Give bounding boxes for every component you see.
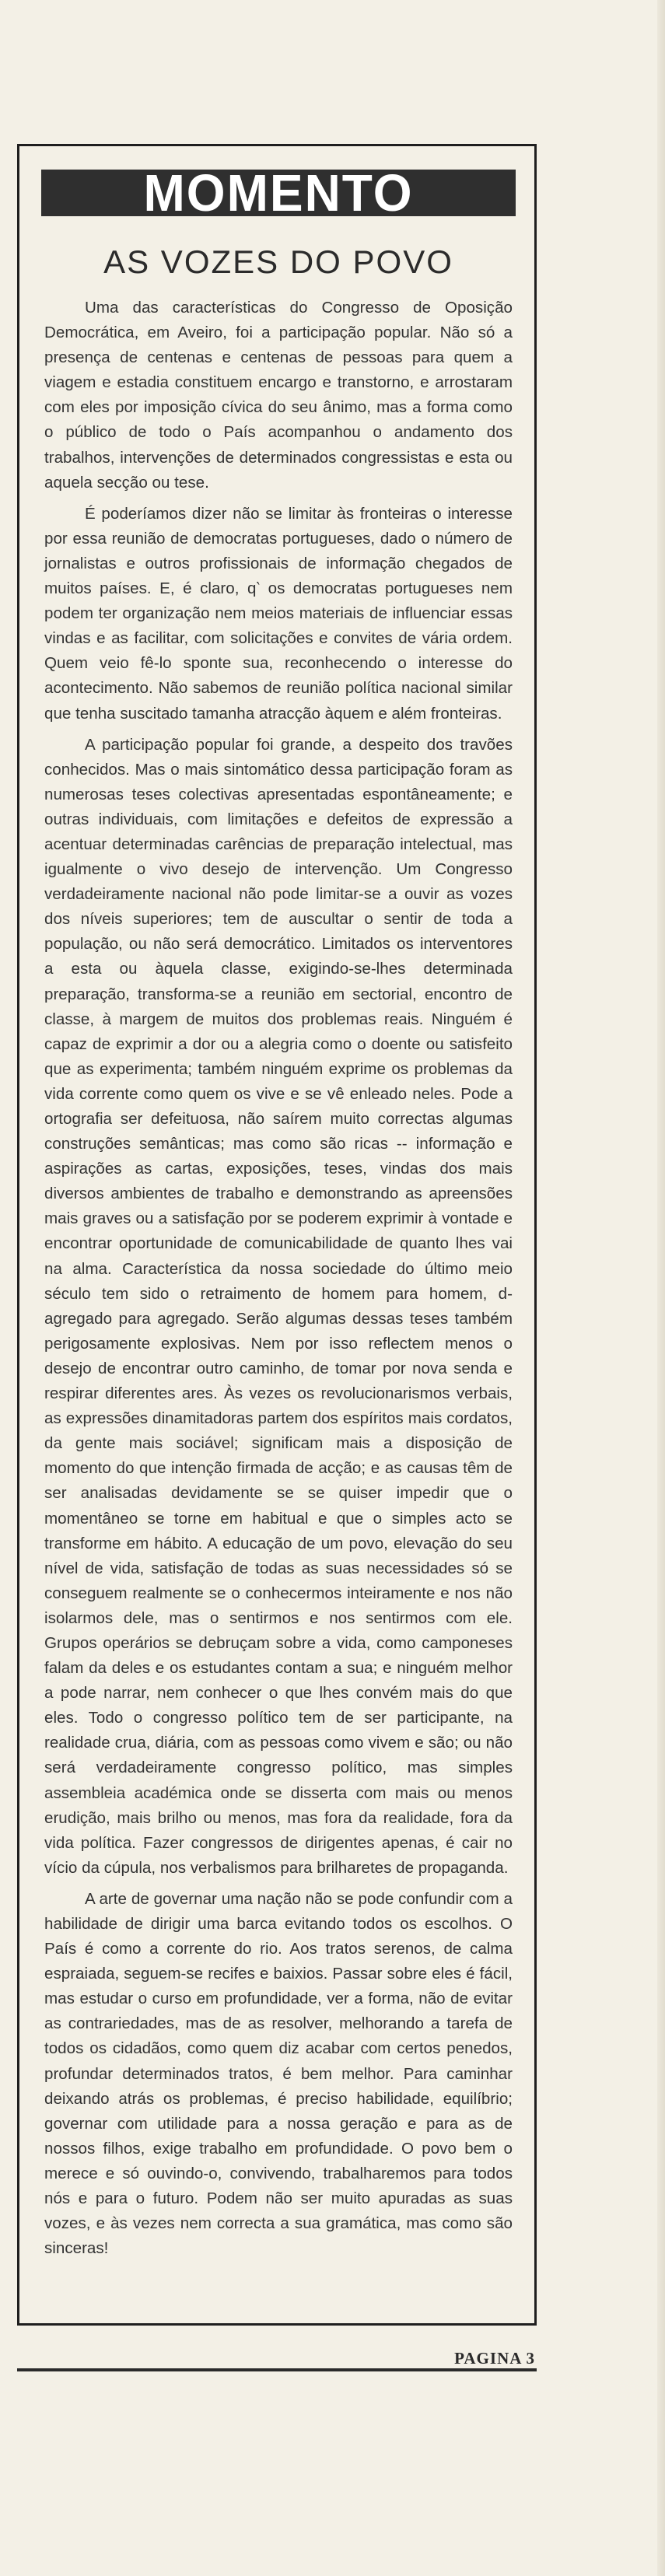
article-title: AS VOZES DO POVO: [103, 243, 453, 280]
article-paragraph: Uma das características do Congresso de Oposição Democrática, em Aveiro, foi a participação popular. Não só a presença de centenas e centenas de pessoas para quem a viagem e estadia constituem encargo e transtorno, e arrostaram com eles por imposição cívica do seu ânimo, mas a forma como o público de todo o País acompanhou o andamento dos trabalhos, intervenções de determinados congressistas e esta ou aquela secção ou tese.: [44, 299, 513, 492]
article-body: [44, 296, 513, 2261]
footer-rule: [17, 2368, 537, 2371]
paper-edge: [657, 0, 665, 2576]
article-paragraph: A arte de governar uma nação não se pode confundir com a habilidade de dirigir uma barca evitando todos os escolhos. O País é como a corrente do rio. Aos tratos serenos, de calma espraiada, seguem-se recifes e baixios. Passar sobre eles é fácil, mas estudar o curso em profundidade, ver a forma, não de evitar as contrariedades, mas de as resolver, melhorando a tarefa de todos os cidadãos, como quem diz acabar com certos penedos, profundar determinados tratos, é bem melhor. Para caminhar deixando atrás os problemas, é preciso habilidade, equilíbrio; governar com utilidade para a nossa geração e para as de nossos filhos, exige trabalho em profundidade. O povo bem o merece e só ouvindo-o, convivendo, trabalharemos para todos nós e para o futuro. Podem não ser muito apuradas as suas vozes, e às vezes nem correcta a sua gramática, mas como são sinceras!: [44, 1889, 513, 2258]
page-number: PAGINA 3: [454, 2349, 535, 2368]
article-paragraph: É poderíamos dizer não se limitar às fronteiras o interesse por essa reunião de democratas portugueses, dado o número de jornalistas e outros profissionais de informação chegados de muitos países. E, é claro, q‵ os democratas portugueses nem podem ter organização nem meios materiais de influenciar essas vindas e as facilitar, com solicitações e convites de vária ordem. Quem veio fê-lo sponte sua, reconhecendo o interesse do acontecimento. Não sabemos de reunião política nacional similar que tenha suscitado tamanha atracção àquem e além fronteiras.: [44, 504, 513, 723]
article-frame: [17, 144, 537, 2326]
article-paragraph: A participação popular foi grande, a despeito dos travões conhecidos. Mas o mais sintomático dessa participação foram as numerosas teses colectivas apresentadas espontâneamente; e outras individuais, com limitações e defeitos de expressão a acentuar determinadas carências de preparação intelectual, mas igualmente o vivo desejo de intervenção. Um Congresso verdadeiramente nacional não pode limitar-se a ouvir as vozes dos níveis superiores; tem de auscultar o sentir de toda a população, ou não será democrático. Limitados os interventores a esta ou àquela classe, exigindo-se-lhes determinada preparação, transforma-se a reunião em sectorial, encontro de classe, à margem de muitos dos problemas reais. Ninguém é capaz de exprimir a dor ou a alegria como o doente ou satisfeito que as experimenta; também ninguém exprime os problemas da vida corrente como quem os vive e se vê enleado neles. Pode a ortografia ser defeituosa, não saírem muito correctas algumas construções semânticas; mas como são ricas ‑‑ informação e aspirações as cartas, exposições, teses, vindas dos mais diversos ambientes de trabalho e demonstrando as apreensões mais graves ou a satisfação por se poderem exprimir à vontade e encontrar oportunidade de comunicabilidade de quanto lhes vai na alma. Característica da nossa sociedade do último meio século tem sido o retraimento de homem para homem, d‑ agregado para agregado. Serão algumas dessas teses também perigosamente explosivas. Nem por isso reflectem menos o desejo de encontrar outro caminho, de tomar por nova senda e respirar diferentes ares. Às vezes os revolucionarismos verbais, as expressões dinamitadoras partem dos espíritos mais cordatos, da gente mais sociável; significam mais a disposição de momento do que intenção firmada de acção; e as causas têm de ser analisadas devidamente se se quiser impedir que o momentâneo se torne em habitual e que o simples acto se transforme em hábito. A educação de um povo, elevação do seu nível de vida, satisfação de todas as suas necessidades só se conseguem realmente se o conhecermos inteiramente e nos não isolarmos dele, mas o sentirmos e nos sentirmos com ele. Grupos operários se debruçam sobre a vida, como camponeses falam da deles e os estudantes contam a sua; e ninguém melhor a pode narrar, nem conhecer o que lhes convém mais do que eles. Todo o congresso político tem de ser participante, na realidade crua, diária, com as pessoas como vivem e são; ou não será verdadeiramente congresso político, mas simples assembleia académica onde se disserta com mais ou menos erudição, mais brilho ou menos, mas fora da realidade, fora da vida política. Fazer congressos de dirigentes apenas, é cair no vício da cúpula, nos verbalismos para brilharetes de propaganda.: [44, 735, 513, 1877]
section-banner-text: MOMENTO: [143, 163, 414, 222]
section-banner: [41, 163, 516, 222]
